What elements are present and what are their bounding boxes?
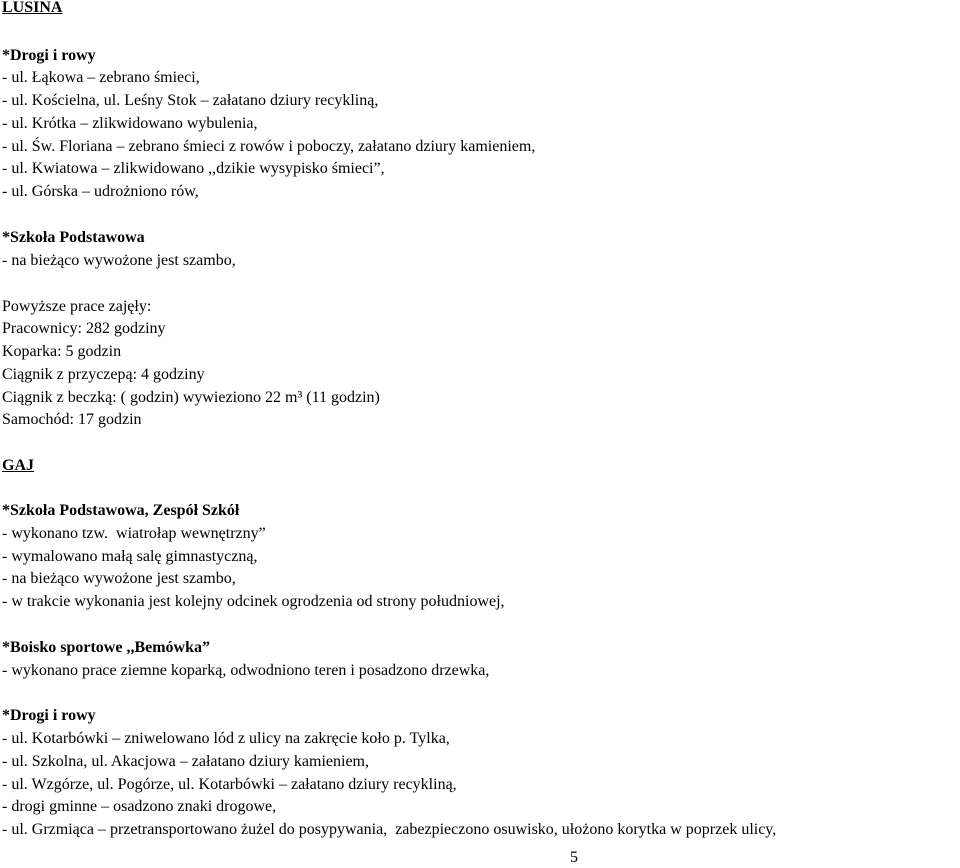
- section-heading-school-gaj: *Szkoła Podstawowa, Zespół Szkół: [2, 502, 240, 519]
- list-item: - w trakcie wykonania jest kolejny odcinek ogrodzenia od strony południowej,: [2, 593, 505, 610]
- list-item: - ul. Szkolna, ul. Akacjowa – załatano dziury kamieniem,: [2, 753, 369, 770]
- list-item: - ul. Św. Floriana – zebrano śmieci z rowów i poboczy, załatano dziury kamieniem,: [2, 138, 536, 155]
- list-item: - wymalowano małą salę gimnastyczną,: [2, 548, 258, 565]
- list-item: - wykonano prace ziemne koparką, odwodniono teren i posadzono drzewka,: [2, 662, 490, 679]
- summary-item: Ciągnik z beczką: ( godzin) wywieziono 22 m³ (11 godzin): [2, 389, 380, 406]
- list-item: - ul. Grzmiąca – przetransportowano żużel do posypywania, zabezpieczono osuwisko, ułożono korytka w poprzek ulicy,: [2, 821, 777, 838]
- list-item: - ul. Kotarbówki – zniwelowano lód z ulicy na zakręcie koło p. Tylka,: [2, 730, 450, 747]
- summary-item: Samochód: 17 godzin: [2, 411, 142, 428]
- list-item: - ul. Kościelna, ul. Leśny Stok – załatano dziury recykliną,: [2, 92, 379, 109]
- list-item: - drogi gminne – osadzono znaki drogowe,: [2, 798, 277, 815]
- list-item: - ul. Krótka – zlikwidowano wybulenia,: [2, 115, 258, 132]
- list-item: - na bieżąco wywożone jest szambo,: [2, 570, 236, 587]
- section-heading-school-lusina: *Szkoła Podstawowa: [2, 229, 145, 246]
- section-heading-field-gaj: *Boisko sportowe ,,Bemówka”: [2, 639, 211, 656]
- heading-gaj: GAJ: [2, 457, 34, 474]
- summary-item: Koparka: 5 godzin: [2, 343, 122, 360]
- section-heading-roads-gaj: *Drogi i rowy: [2, 707, 96, 724]
- summary-intro: Powyższe prace zajęły:: [2, 298, 152, 315]
- list-item: - ul. Kwiatowa – zlikwidowano ,,dzikie wysypisko śmieci”,: [2, 160, 385, 177]
- list-item: - ul. Łąkowa – zebrano śmieci,: [2, 69, 200, 86]
- list-item: - ul. Wzgórze, ul. Pogórze, ul. Kotarbówki – załatano dziury recykliną,: [2, 776, 457, 793]
- list-item: - ul. Górska – udrożniono rów,: [2, 183, 199, 200]
- summary-item: Ciągnik z przyczepą: 4 godziny: [2, 366, 205, 383]
- section-heading-roads-lusina: *Drogi i rowy: [2, 47, 96, 64]
- page-number: 5: [570, 849, 578, 866]
- heading-lusina: LUSINA: [2, 0, 63, 16]
- summary-item: Pracownicy: 282 godziny: [2, 320, 166, 337]
- list-item: - wykonano tzw. wiatrołap wewnętrzny”: [2, 525, 266, 542]
- list-item: - na bieżąco wywożone jest szambo,: [2, 252, 236, 269]
